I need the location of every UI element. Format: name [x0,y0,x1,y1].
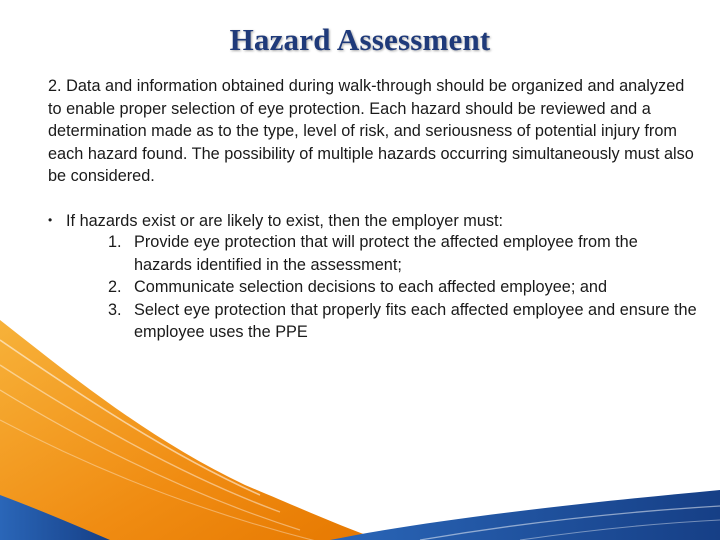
numbered-list [98,231,698,344]
bullet-item [48,209,698,233]
list-item-text: Provide eye protection that will protect the affected employee from the hazards identified in the assessment; [134,233,638,274]
list-item-number: 1. [108,233,122,251]
bullet-text: If hazards exist or are likely to exist, then the employer must: [66,212,504,230]
list-item-number: 2. [108,278,122,296]
slide-title: Hazard Assessment [229,22,491,57]
list-item [98,276,698,299]
list-item [98,299,698,344]
body-paragraph: 2. Data and information obtained during walk-through should be organized and analyzed to enable proper selection of eye protection. Each hazard should be reviewed and a determination made as to the type, level of risk, and seriousness of potential injury from each hazard found. The possibility of multiple hazards occurring simultaneously must also be considered. [48,77,694,185]
list-item-text: Select eye protection that properly fits each affected employee and ensure the employee uses the PPE [134,300,697,341]
list-item [98,231,698,276]
list-item-text: Communicate selection decisions to each affected employee; and [134,278,608,296]
list-item-number: 3. [108,300,122,319]
bullet-dot-icon: • [48,213,53,227]
